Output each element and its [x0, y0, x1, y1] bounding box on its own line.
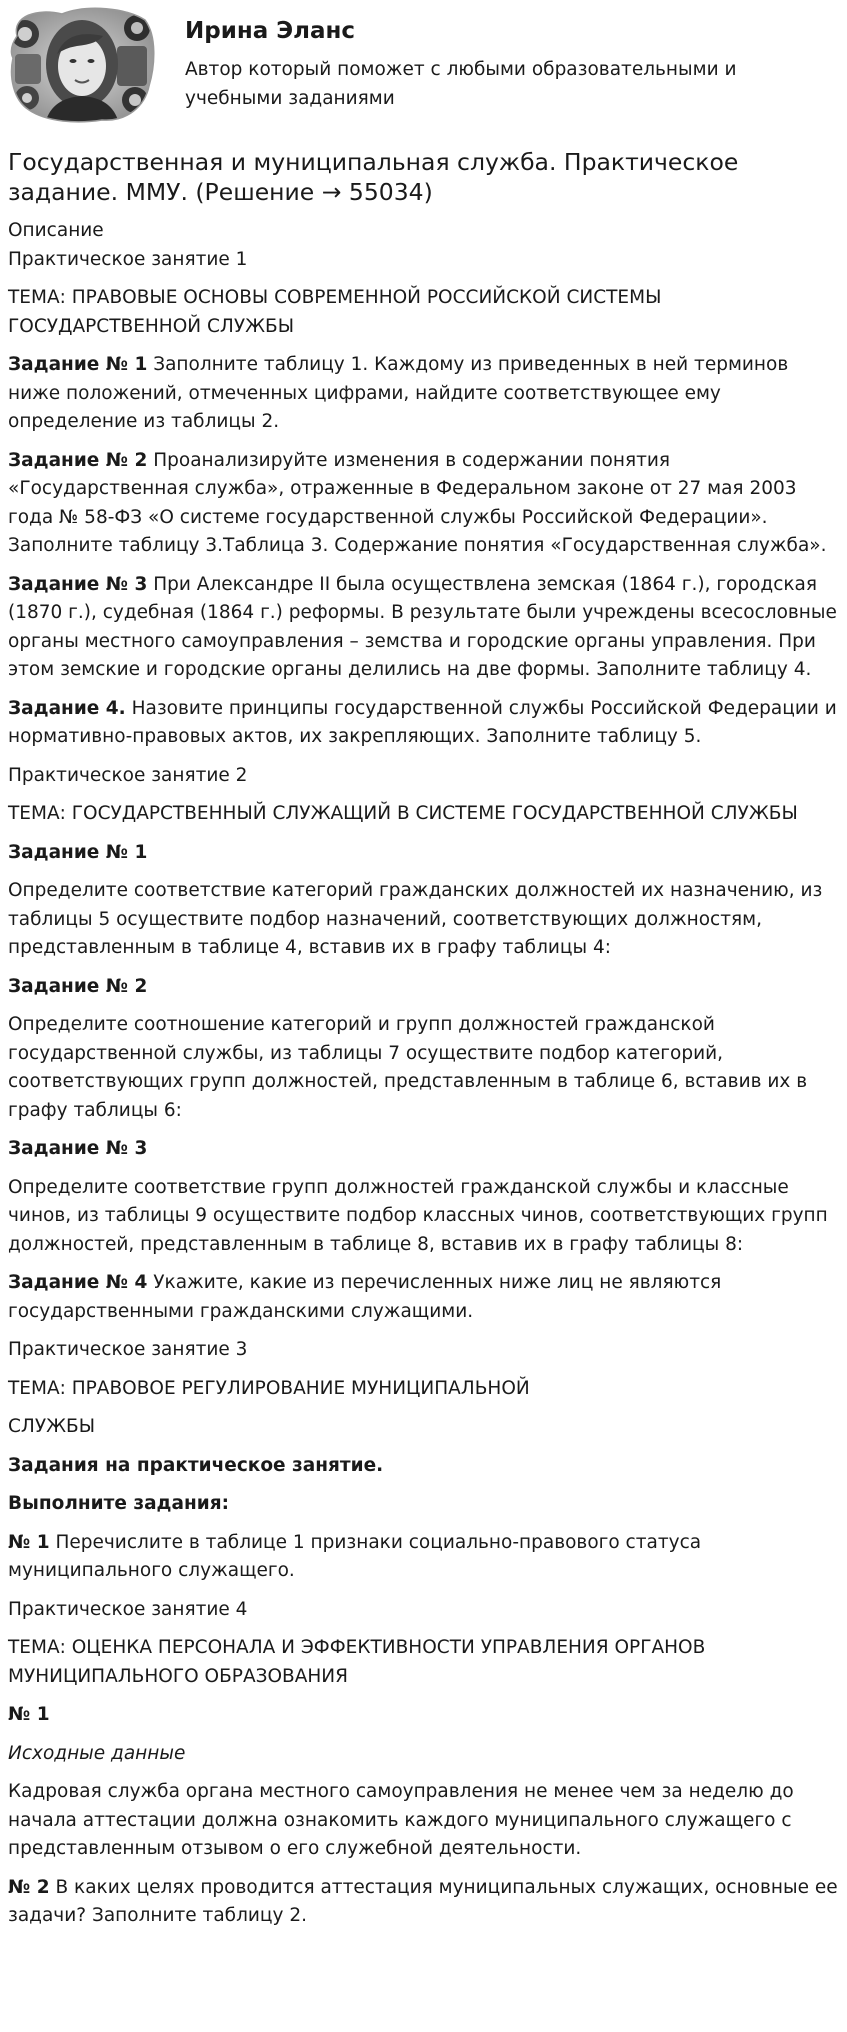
- task-text: Укажите, какие из перечисленных ниже лиц не являются государственными гражданскими служащими.: [8, 1272, 722, 1322]
- practical-2-theme: ТЕМА: ГОСУДАРСТВЕННЫЙ СЛУЖАЩИЙ В СИСТЕМЕ ГОСУДАРСТВЕННОЙ СЛУЖБЫ: [8, 803, 798, 824]
- document-body: [8, 147, 840, 1931]
- task-label: Задание № 3: [8, 573, 148, 595]
- practical-2-task-3-text: Определите соответствие групп должностей гражданской службы и классные чинов, из таблицы 9 осуществите подбор классных чинов, соответствующих групп должностей, представленным в таблице 8, вставив их в графу таблицы 8:: [8, 1176, 828, 1255]
- task-text: При Александре II была осуществлена земская (1864 г.), городская (1870 г.), судебная (1864 г.) реформы. В результате были учреждены всесословные органы местного самоуправления – земства и городские органы управления. При этом земские и городские органы делились на две формы. Заполните таблицу 4.: [8, 573, 837, 680]
- author-name[interactable]: Ирина Эланс: [185, 18, 356, 44]
- practical-3-item-1: [8, 1529, 840, 1586]
- practical-1-task-1: [8, 351, 840, 437]
- practical-1-task-4: [8, 695, 840, 752]
- task-text: Проанализируйте изменения в содержании понятия «Государственная служба», отраженные в Федеральном законе от 27 мая 2003 года № 58-ФЗ «О системе государственной службы Российской Федерации». Заполните таблицу 3.Таблица 3. Содержание понятия «Государственная служба».: [8, 449, 827, 556]
- practical-4-item-1-label: № 1: [8, 1704, 50, 1725]
- task-label: Задание № 1: [8, 354, 148, 375]
- practical-4-item-2: [8, 1874, 840, 1931]
- practical-4-theme: ТЕМА: ОЦЕНКА ПЕРСОНАЛА И ЭФФЕКТИВНОСТИ УПРАВЛЕНИЯ ОРГАНОВ МУНИЦИПАЛЬНОГО ОБРАЗОВАНИЯ: [8, 1637, 706, 1687]
- author-avatar[interactable]: [7, 6, 157, 124]
- item-label: № 1: [8, 1531, 50, 1553]
- task-label: Задание № 4: [8, 1272, 148, 1293]
- item-text: В каких целях проводится аттестация муниципальных служащих, основные ее задачи? Заполните таблицу 2.: [8, 1876, 838, 1926]
- author-avatar-photo-icon: [7, 6, 157, 124]
- practical-1-task-3: [8, 571, 840, 685]
- practical-2-task-1-label: Задание № 1: [8, 841, 148, 863]
- practical-2-task-3-label: Задание № 3: [8, 1138, 148, 1159]
- practical-4-label: Практическое занятие 4: [8, 1598, 248, 1620]
- task-text: Заполните таблицу 1. Каждому из приведенных в ней терминов ниже положений, отмеченных цифрами, найдите соответствующее ему определение из таблицы 2.: [8, 354, 789, 432]
- practical-2-label: Практическое занятие 2: [8, 764, 248, 786]
- practical-2-task-4: [8, 1269, 840, 1326]
- practical-1-label: Практическое занятие 1: [8, 248, 248, 270]
- practical-3-tasks-heading: Задания на практическое занятие.: [8, 1454, 384, 1476]
- item-text: Перечислите в таблице 1 признаки социально-правового статуса муниципального служащего.: [8, 1531, 702, 1581]
- practical-3-theme-line-1: ТЕМА: ПРАВОВОЕ РЕГУЛИРОВАНИЕ МУНИЦИПАЛЬНОЙ: [8, 1377, 530, 1399]
- practical-1-theme: ТЕМА: ПРАВОВЫЕ ОСНОВЫ СОВРЕМЕННОЙ РОССИЙСКОЙ СИСТЕМЫ ГОСУДАРСТВЕННОЙ СЛУЖБЫ: [8, 287, 662, 337]
- item-label: № 2: [8, 1876, 50, 1898]
- author-card: [7, 6, 837, 126]
- author-description: Автор который поможет с любыми образовательными и учебными заданиями: [185, 59, 737, 109]
- practical-3-label: Практическое занятие 3: [8, 1339, 248, 1360]
- task-label: Задание № 2: [8, 449, 148, 471]
- practical-1-task-2: [8, 447, 840, 561]
- practical-2-task-2-label: Задание № 2: [8, 975, 148, 997]
- practical-2-task-1-text: Определите соответствие категорий гражданских должностей их назначению, из таблицы 5 осуществите подбор назначений, соответствующих должностям, представленным в таблице 4, вставив их в графу таблицы 4:: [8, 880, 823, 958]
- practical-3-do-heading: Выполните задания:: [8, 1493, 230, 1514]
- page-title: Государственная и муниципальная служба. Практическое задание. ММУ. (Решение → 55034): [8, 148, 739, 206]
- task-text: Назовите принципы государственной службы Российской Федерации и нормативно-правовых актов, их закрепляющих. Заполните таблицу 5.: [8, 697, 837, 747]
- practical-2-task-2-text: Определите соотношение категорий и групп должностей гражданской государственной службы, из таблицы 7 осуществите подбор категорий, соответствующих групп должностей, представленным в таблице 6, вставив их в графу таблицы 6:: [8, 1014, 808, 1121]
- practical-4-source-text: Кадровая служба органа местного самоуправления не менее чем за неделю до начала аттестации должна ознакомить каждого муниципального служащего с представленным отзывом о его служебной деятельности.: [8, 1781, 794, 1859]
- task-label: Задание 4.: [8, 697, 126, 719]
- practical-3-theme-line-2: СЛУЖБЫ: [8, 1416, 96, 1437]
- description-label: Описание: [8, 220, 104, 241]
- practical-4-source-label: Исходные данные: [8, 1742, 186, 1764]
